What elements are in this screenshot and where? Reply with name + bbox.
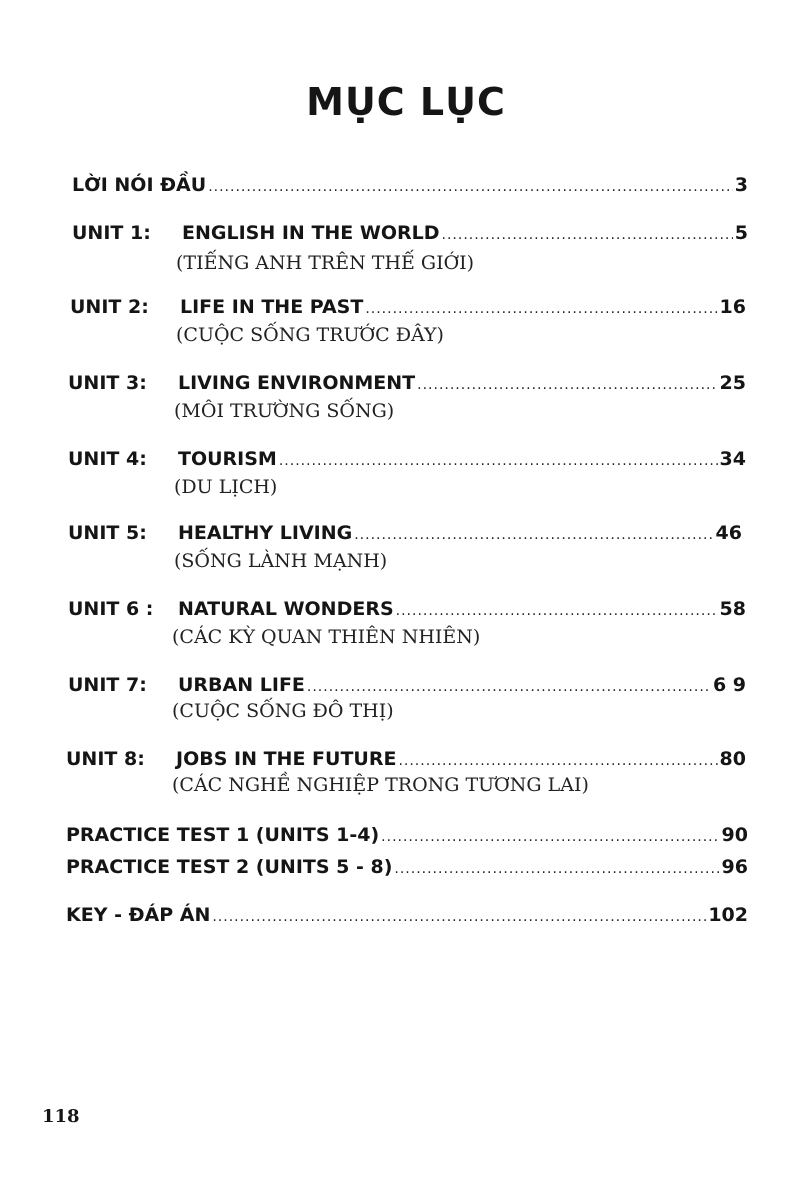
toc-page-number: 80	[719, 748, 746, 770]
toc-entry-label: HEALTHY LIVING	[178, 522, 353, 544]
toc-page-number: 90	[721, 824, 748, 846]
toc-entry-practice-test-2	[66, 856, 748, 878]
dot-leader	[417, 377, 717, 393]
toc-unit-number: UNIT 8:	[66, 748, 145, 770]
toc-unit-subtitle: (CUỘC SỐNG ĐÔ THỊ)	[172, 700, 394, 722]
toc-entry-label: LỜI NÓI ĐẦU	[72, 174, 207, 196]
dot-leader	[365, 301, 717, 317]
toc-entry-key	[66, 904, 748, 926]
toc-entry-label: ENGLISH IN THE WORLD	[182, 222, 440, 244]
toc-page-number: 3	[734, 174, 748, 196]
toc-unit-number: UNIT 1:	[72, 222, 151, 244]
toc-unit-subtitle: (MÔI TRƯỜNG SỐNG)	[174, 400, 395, 422]
toc-unit-number: UNIT 7:	[68, 674, 147, 696]
toc-entry-unit-3	[68, 372, 746, 394]
toc-entry-label: TOURISM	[178, 448, 277, 470]
toc-unit-subtitle: (CÁC NGHỀ NGHIỆP TRONG TƯƠNG LAI)	[172, 774, 589, 796]
toc-page-number: 58	[719, 598, 746, 620]
toc-entry-label: LIFE IN THE PAST	[180, 296, 364, 318]
toc-entry-label: LIVING ENVIRONMENT	[178, 372, 416, 394]
dot-leader	[396, 603, 718, 619]
dot-leader	[208, 179, 733, 195]
toc-entry-unit-5	[68, 522, 742, 544]
toc-entry-preface	[72, 174, 748, 196]
toc-entry-unit-8	[66, 748, 746, 770]
toc-entry-unit-4	[68, 448, 746, 470]
dot-leader	[354, 527, 713, 543]
toc-entry-unit-2	[70, 296, 746, 318]
dot-leader	[442, 227, 733, 243]
toc-entry-label: URBAN LIFE	[178, 674, 305, 696]
toc-entry-unit-1	[72, 222, 748, 244]
dot-leader	[381, 829, 719, 845]
toc-entry-practice-test-1	[66, 824, 748, 846]
toc-unit-number: UNIT 3:	[68, 372, 147, 394]
page-title: MỤC LỤC	[306, 80, 506, 124]
toc-entry-unit-6	[68, 598, 746, 620]
dot-leader	[212, 909, 706, 925]
toc-entry-label: NATURAL WONDERS	[178, 598, 394, 620]
toc-unit-number: UNIT 4:	[68, 448, 147, 470]
toc-unit-number: UNIT 6 :	[68, 598, 154, 620]
toc-entry-unit-7	[68, 674, 746, 696]
dot-leader	[279, 453, 718, 469]
toc-page-number: 102	[708, 904, 748, 926]
toc-page-number: 96	[721, 856, 748, 878]
toc-page-number: 16	[719, 296, 746, 318]
dot-leader	[307, 679, 711, 695]
toc-entry-label: PRACTICE TEST 2 (UNITS 5 - 8)	[66, 856, 393, 878]
toc-unit-number: UNIT 2:	[70, 296, 149, 318]
toc-page-number: 25	[719, 372, 746, 394]
toc-entry-label: PRACTICE TEST 1 (UNITS 1-4)	[66, 824, 380, 846]
dot-leader	[398, 753, 717, 769]
toc-entry-label: KEY - ĐÁP ÁN	[66, 904, 211, 926]
toc-page-number: 46	[715, 522, 742, 544]
toc-unit-number: UNIT 5:	[68, 522, 147, 544]
toc-unit-subtitle: (CÁC KỲ QUAN THIÊN NHIÊN)	[172, 626, 481, 648]
toc-unit-subtitle: (CUỘC SỐNG TRƯỚC ĐÂY)	[176, 324, 444, 346]
page-folio-number: 118	[42, 1106, 80, 1127]
toc-page-number: 34	[719, 448, 746, 470]
toc-unit-subtitle: (DU LỊCH)	[174, 476, 278, 498]
toc-entry-label: JOBS IN THE FUTURE	[176, 748, 397, 770]
toc-page-number: 6 9	[712, 674, 746, 696]
toc-unit-subtitle: (TIẾNG ANH TRÊN THẾ GIỚI)	[176, 252, 475, 274]
toc-page-number: 5	[734, 222, 748, 244]
dot-leader	[394, 861, 719, 877]
toc-unit-subtitle: (SỐNG LÀNH MẠNH)	[174, 550, 388, 572]
